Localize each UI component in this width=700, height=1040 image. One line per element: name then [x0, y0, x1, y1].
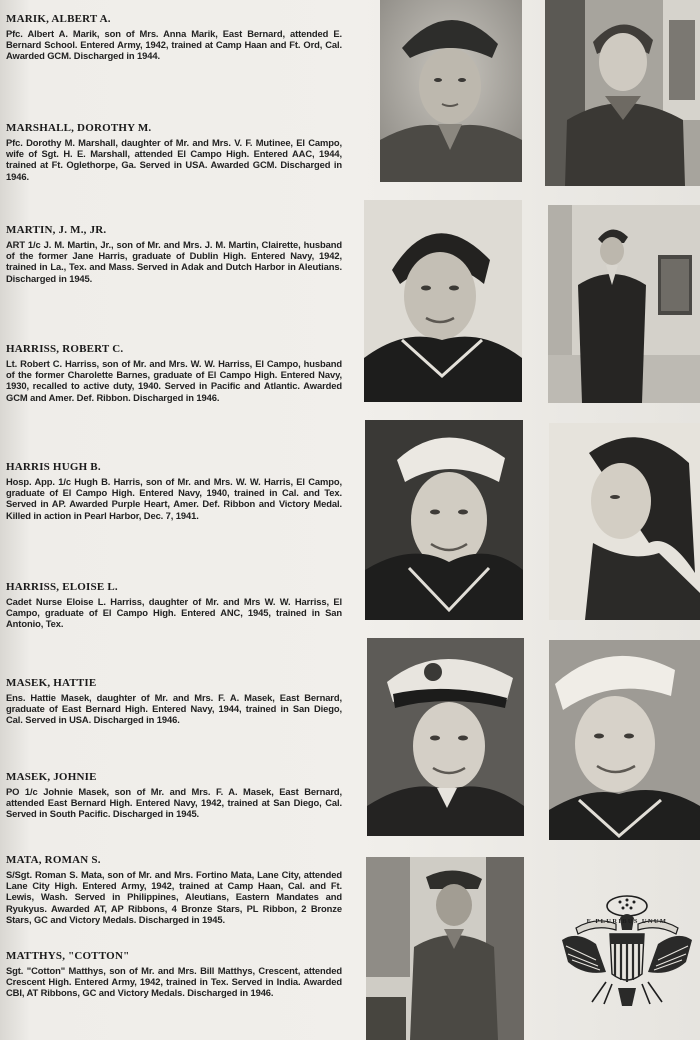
entry-bio: Sgt. "Cotton" Matthys, son of Mr. and Mrs. Bill Matthys, Crescent, attended Crescent High. Entered Army, 1942, trained in Tex. Served in India. Awarded CBI, AT Ribbons, GC and Victory Medals. Discharged in 1946.	[6, 964, 342, 999]
entry-bio: S/Sgt. Roman S. Mata, son of Mr. and Mrs. Fortino Mata, Lane City, attended Lane City High. Entered Army, 1942, trained at Camp Haan, Cal. and Ft. Lewis, Wash. Served in Philippines, Aleutians, Eastern Mandates and Ryukyus. Awarded AT, AP Ribbons, 4 Bronze Stars, PL Ribbon, 2 Bronze Stars, GC and Victory Medals. Discharged in 1945.	[6, 868, 342, 926]
portrait-harris-hugh-photo	[365, 420, 523, 620]
entry-harris-hugh	[6, 462, 342, 521]
entry-harriss-robert	[6, 344, 342, 403]
entry-name: MASEK, JOHNIE	[6, 771, 97, 783]
entry-name: MARTIN, J. M., JR.	[6, 224, 107, 236]
entry-bio: Ens. Hattie Masek, daughter of Mr. and Mrs. F. A. Masek, East Bernard, graduate of East Bernard High. Entered Navy, 1944, trained in San Diego, Cal. Served in USA. Discharged in 1946.	[6, 691, 342, 726]
portrait-harriss-eloise-photo	[549, 423, 700, 620]
entry-bio: Pfc. Dorothy M. Marshall, daughter of Mr. and Mrs. V. F. Mutinee, El Campo, wife of Sgt. H. E. Marshall, attended El Campo High. Entered AAC, 1944, trained at Ft. Oglethorpe, Ga. Served in USA. Awarded GCM. Discharged in 1946.	[6, 136, 342, 182]
entry-bio: Pfc. Albert A. Marik, son of Mrs. Anna Marik, East Bernard, attended E. Bernard School. Entered Army, 1942, trained at Camp Haan and Ft. Ord, Cal. Awarded GCM. Discharged in 1944.	[6, 27, 342, 62]
entry-mata	[6, 855, 342, 926]
entry-name: HARRISS, ROBERT C.	[6, 343, 124, 355]
entry-masek-hattie	[6, 678, 342, 726]
entry-name: HARRIS HUGH B.	[6, 461, 101, 473]
seal-motto: E PLURIBUS UNUM	[586, 918, 668, 925]
portrait-martin-photo	[364, 200, 522, 402]
entry-masek-johnie	[6, 772, 342, 820]
entry-bio: ART 1/c J. M. Martin, Jr., son of Mr. and Mrs. J. M. Martin, Clairette, husband of the former Jane Harris, graduate of Dublin High. Entered Navy, 1942, trained in La., Tex. and Mass. Served in Adak and Dutch Harbor in Aleutians. Discharged in 1945.	[6, 238, 342, 284]
entry-bio: Lt. Robert C. Harriss, son of Mr. and Mrs. W. W. Harriss, El Campo, husband of the former Charolette Barnes, graduate of El Campo High. Entered Navy, 1930, recalled to active duty, 1940. Served in Pacific and Atlantic. Awarded GCM and Amer. Def. Ribbon. Discharged in 1946.	[6, 357, 342, 403]
entry-bio: Hosp. App. 1/c Hugh B. Harris, son of Mr. and Mrs. W. W. Harris, El Campo, graduate of El Campo High. Entered Navy, 1940, trained in Cal. and Tex. Served in AP. Awarded Purple Heart, Amer. Def. Ribbon and Victory Medal. Killed in action in Pearl Harbor, Dec. 7, 1941.	[6, 475, 342, 521]
entry-marshall	[6, 123, 342, 182]
entry-name: MARSHALL, DOROTHY M.	[6, 122, 152, 134]
entry-matthys	[6, 951, 342, 999]
entry-martin	[6, 225, 342, 284]
portrait-masek-hattie-photo	[367, 638, 524, 836]
entry-name: MATTHYS, "COTTON"	[6, 950, 130, 962]
entry-name: MASEK, HATTIE	[6, 677, 97, 689]
entry-marik	[6, 14, 342, 62]
entry-name: HARRISS, ELOISE L.	[6, 581, 118, 593]
entry-name: MATA, ROMAN S.	[6, 854, 101, 866]
portrait-marshall-photo	[545, 0, 700, 186]
portrait-mata-photo	[366, 857, 524, 1040]
entry-bio: Cadet Nurse Eloise L. Harriss, daughter of Mr. and Mrs W. W. Harriss, El Campo, graduate of El Campo High. Entered ANC, 1945, trained in San Antonio, Tex.	[6, 595, 342, 630]
eagle-seal-emblem	[556, 890, 698, 1010]
portrait-harriss-robert-photo	[548, 205, 700, 403]
entry-name: MARIK, ALBERT A.	[6, 13, 111, 25]
portrait-masek-johnie-photo	[549, 640, 700, 840]
entry-harriss-eloise	[6, 582, 342, 630]
portrait-marik-photo	[380, 0, 522, 182]
entry-bio: PO 1/c Johnie Masek, son of Mr. and Mrs. F. A. Masek, East Bernard, attended East Bernard High. Entered Navy, 1942, trained at San Diego, Cal. Served in South Pacific. Discharged in 1945.	[6, 785, 342, 820]
